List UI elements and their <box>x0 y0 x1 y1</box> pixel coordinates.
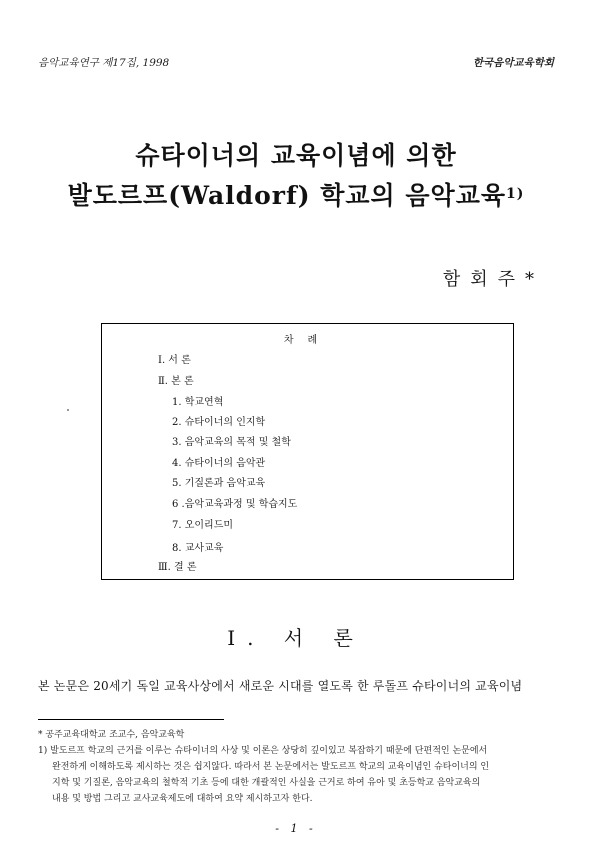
footnote-1-line: 1) 발도르프 학교의 근거를 이루는 슈타이너의 사상 및 이론은 상당히 깊이있고 복잡하기 때문에 단편적인 논문에서 <box>38 746 488 756</box>
title-line-2 <box>0 176 592 212</box>
toc-item: 3. 음악교육의 목적 및 철학 <box>172 437 291 448</box>
title-line-1: 슈타이너의 교육이념에 의한 <box>135 141 457 170</box>
page-number: - 1 - <box>275 822 317 835</box>
toc-item: Ⅲ. 결 론 <box>158 562 197 573</box>
stray-mark <box>67 409 69 411</box>
toc-item: 8. 교사교육 <box>172 543 224 554</box>
title-footnote-mark: 1) <box>506 186 525 202</box>
footnote-1-line: 완전하게 이해하도록 제시하는 것은 쉽지않다. 따라서 본 논문에서는 발도르프 학교의 교육이념인 슈타이너의 인 <box>52 762 490 772</box>
toc-item: 1. 학교연혁 <box>172 397 224 408</box>
toc-item: Ⅰ. 서 론 <box>158 355 191 366</box>
toc-item: 4. 슈타이너의 음악관 <box>172 458 266 469</box>
journal-header: 음악교육연구 제17집, 1998 <box>38 57 170 69</box>
body-paragraph: 본 논문은 20세기 독일 교육사상에서 새로운 시대를 열도록 한 루돌프 슈타이너의 교육이념 <box>38 679 523 693</box>
author-name: 함회주* <box>442 269 544 290</box>
footnote-author: * 공주교육대학교 조교수, 음악교육학 <box>38 730 185 740</box>
toc-item: 5. 기질론과 음악교육 <box>172 478 266 489</box>
toc-item: Ⅱ. 본 론 <box>158 376 194 387</box>
section-heading: Ⅰ. 서 론 <box>227 626 365 650</box>
footnote-1-line: 지학 및 기질론, 음악교육의 철학적 기초 등에 대한 개괄적인 사실을 근거로 하여 유아 및 초등학교 음악교육의 <box>52 778 481 788</box>
toc-item: 7. 오이리드미 <box>172 520 234 531</box>
footnote-rule <box>38 719 224 720</box>
footnote-1-line: 내용 및 방법 그리고 교사교육제도에 대하여 요약 제시하고자 한다. <box>52 794 313 804</box>
toc-item: 2. 슈타이너의 인지학 <box>172 417 266 428</box>
society-header: 한국음악교육학회 <box>472 57 554 69</box>
toc-heading: 차례 <box>283 335 332 346</box>
toc-item: 6 .음악교육과정 및 학습지도 <box>172 499 298 510</box>
title-line-2-text: 발도르프(Waldorf) 학교의 음악교육 <box>67 181 507 210</box>
